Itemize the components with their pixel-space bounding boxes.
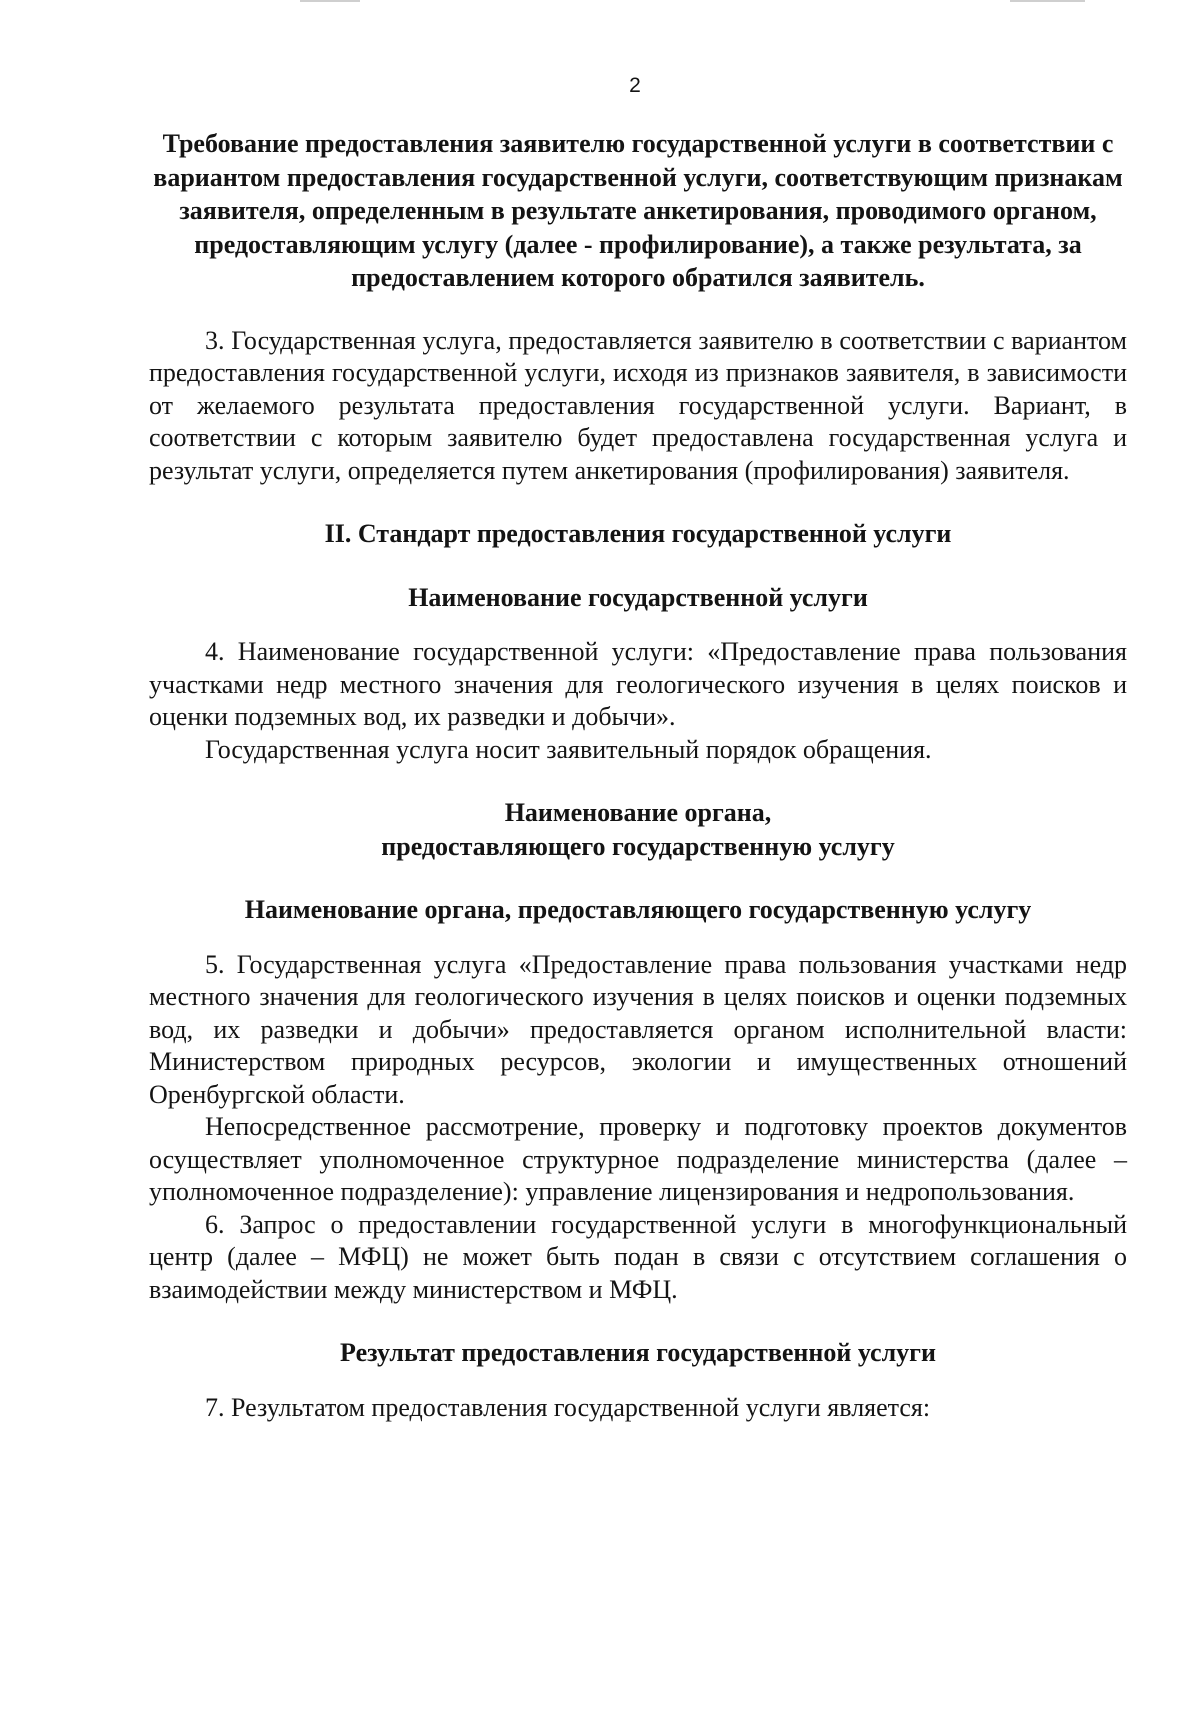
paragraph-6: 6. Запрос о предоставлении государственной услуги в многофункциональный центр (далее – МФЦ) не может быть подан в связи с отсутствием соглашения о взаимодействии между министерством и МФЦ. (149, 1209, 1127, 1304)
paragraph-5-detail: Непосредственное рассмотрение, проверку и подготовку проектов документов осуществляет уполномоченное структурное подразделение министерства (далее – уполномоченное подразделение): управление лицензирования и недропользования. (149, 1112, 1127, 1206)
paragraph-4: 4. Наименование государственной услуги: «Предоставление права пользования участками недр местного значения для геологического изучения в целях поисков и оценки подземных вод, их разведки и добычи». (149, 637, 1127, 731)
subsection-heading-result: Результат предоставления государственной услуги (340, 1338, 936, 1367)
subsection-heading-authority-two-line: Наименование органа, предоставляющего государственную услугу (381, 798, 895, 861)
paragraph-3: 3. Государственная услуга, предоставляется заявителю в соответствии с вариантом предоставления государственной услуги, исходя из признаков заявителя, в зависимости от желаемого результата предоставления государственной услуги. Вариант, в соответствии с которым заявителю будет предоставлена государственная услуга и результат услуги, определяется путем анкетирования (профилирования) заявителя. (149, 325, 1127, 485)
paragraph-4-note: Государственная услуга носит заявительный порядок обращения. (205, 734, 932, 764)
document-body (149, 127, 1127, 1424)
section-heading-profiling: Требование предоставления заявителю государственной услуги в соответствии с вариантом предоставления государственной услуги, соответствующим признакам заявителя, определенным в результате анкетирования, проводимого органом, предоставляющим услугу (далее - профилирование), а также результата, за предоставлением которого обратился заявитель. (153, 129, 1123, 292)
paragraph-7: 7. Результатом предоставления государственной услуги является: (205, 1392, 931, 1422)
scan-edge-mark (1010, 0, 1085, 2)
subsection-heading-authority: Наименование органа, предоставляющего государственную услугу (244, 895, 1032, 924)
section-heading-standard: II. Стандарт предоставления государственной услуги (324, 519, 952, 548)
paragraph-5: 5. Государственная услуга «Предоставление права пользования участками недр местного значения для геологического изучения в целях поисков и оценки подземных вод, их разведки и добычи» предоставляется органом исполнительной власти: Министерством природных ресурсов, экологии и имущественных отношений Оренбургской области. (149, 949, 1127, 1109)
scan-edge-mark (300, 0, 360, 2)
subsection-heading-service-name: Наименование государственной услуги (408, 582, 868, 612)
page-number: 2 (629, 74, 641, 97)
